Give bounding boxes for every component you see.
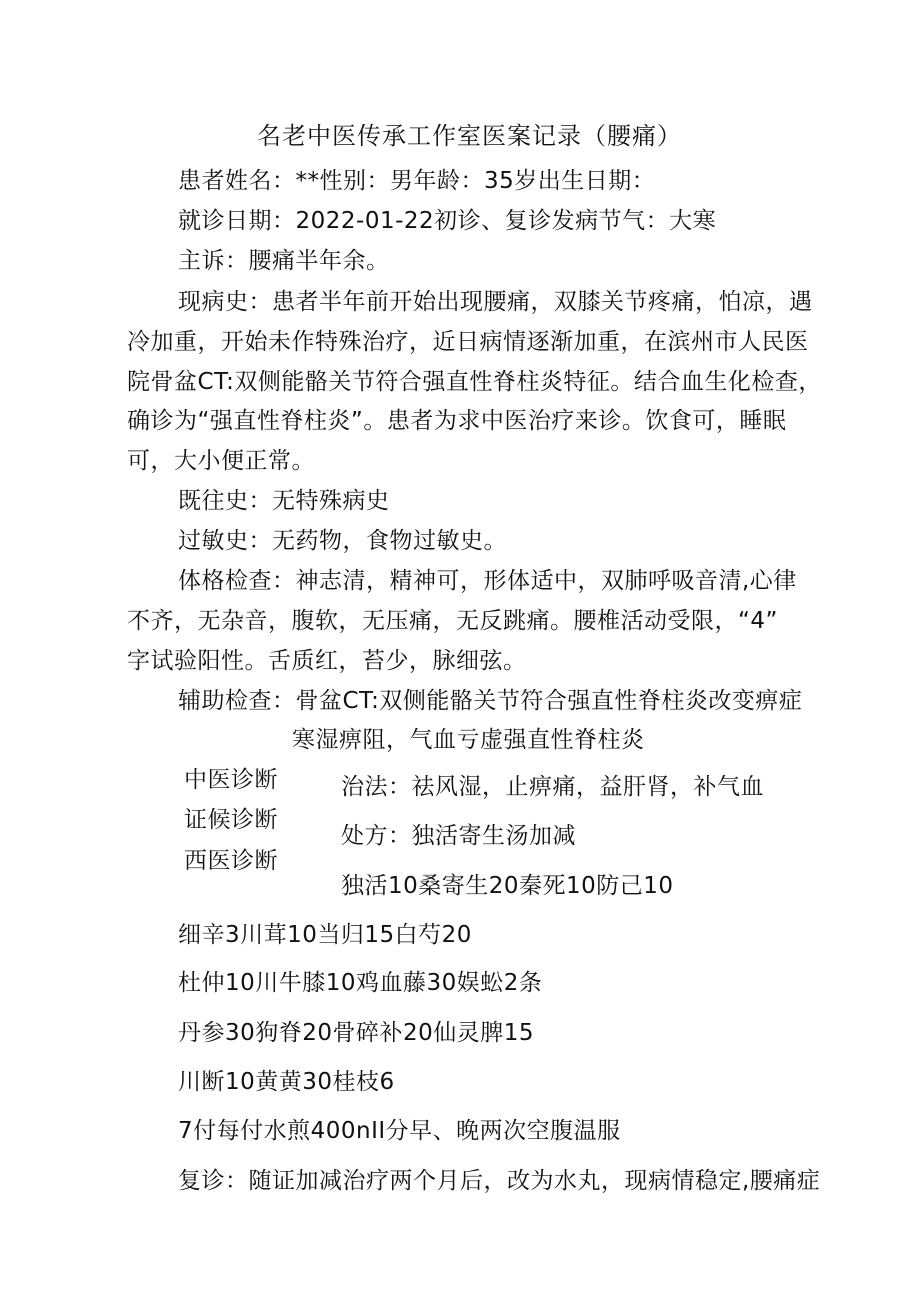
present-illness-line: 现病史：患者半年前开始出现腰痛，双膝关节疼痛，怕凉，遇 [178, 289, 813, 315]
present-illness-line: 可，大小便正常。 [127, 448, 315, 474]
visit-info-line: 就诊日期：2022-01-22初诊、复诊发病节气：大寒 [178, 208, 717, 234]
tcm-diagnosis-label: 中医诊断 [184, 767, 278, 793]
dosage-instructions: 7付每付水煎400nII分早、晚两次空腹温服 [178, 1118, 621, 1144]
prescription: 处方：独活寄生汤加减 [341, 823, 576, 849]
patient-info-line: 患者姓名：**性别：男年龄：35岁出生日期： [178, 168, 656, 194]
western-diagnosis-label: 西医诊断 [184, 848, 278, 874]
herb-line: 杜仲10川牛膝10鸡血藤30娱蚣2条 [178, 970, 543, 996]
herb-line: 川断10黄黄30桂枝6 [178, 1069, 395, 1095]
present-illness-line: 冷加重，开始未作特殊治疗，近日病情逐渐加重，在滨州市人民医 [127, 329, 809, 355]
physical-exam-line: 不齐，无杂音，腹软，无压痛，无反跳痛。腰椎活动受限，“4” [127, 608, 778, 634]
herb-line: 独活10桑寄生20秦死10防己10 [341, 873, 674, 899]
syndrome-diagnosis-label: 证候诊断 [184, 807, 278, 833]
herb-line: 细辛3川茸10当归15白芍20 [178, 922, 472, 948]
physical-exam-line: 体格检查：神志清，精神可，形体适中，双肺呼吸音清,心律 [178, 568, 797, 594]
document-title: 名老中医传承工作室医案记录（腰痛） [257, 122, 682, 150]
chief-complaint: 主诉：腰痛半年余。 [178, 248, 390, 274]
past-history: 既往史：无特殊病史 [178, 488, 390, 514]
follow-up-visit: 复诊：随证加减治疗两个月后，改为水丸，现病情稳定,腰痛症 [178, 1168, 821, 1194]
allergy-history: 过敏史：无药物，食物过敏史。 [178, 528, 507, 554]
present-illness-line: 院骨盆CT:双侧能骼关节符合强直性脊柱炎特征。结合血生化检查， [127, 369, 822, 395]
herb-line: 丹参30狗脊20骨碎补20仙灵脾15 [178, 1020, 535, 1046]
diagnosis-values: 寒湿痹阻，气血亏虚强直性脊柱炎 [292, 727, 645, 753]
auxiliary-exam: 辅助检查：骨盆CT:双侧能骼关节符合强直性脊柱炎改变痹症 [178, 688, 803, 714]
physical-exam-line: 字试验阳性。舌质红，苔少，脉细弦。 [127, 648, 527, 674]
treatment-method: 治法：祛风湿，止痹痛，益肝肾，补气血 [341, 774, 764, 800]
present-illness-line: 确诊为“强直性脊柱炎”。患者为求中医治疗来诊。饮食可，睡眠 [127, 408, 787, 434]
